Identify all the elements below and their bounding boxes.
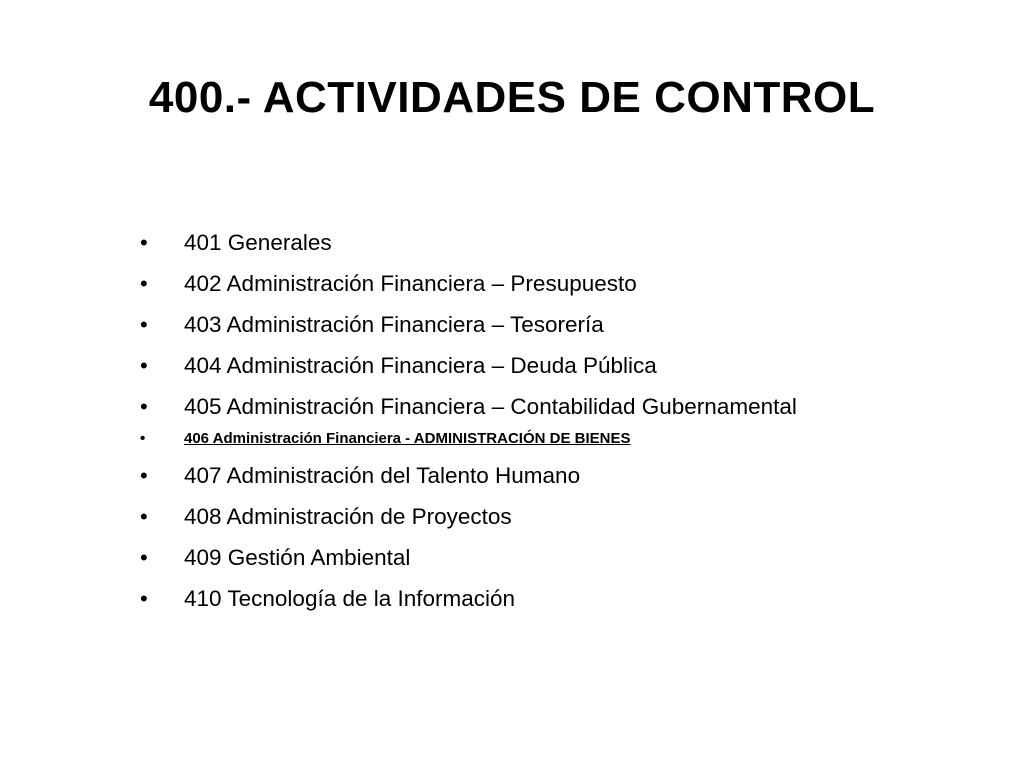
list-item-text: 403 Administración Financiera – Tesorería — [184, 312, 604, 337]
bullet-icon: • — [140, 463, 148, 488]
list-item-text: 408 Administración de Proyectos — [184, 504, 512, 529]
bullet-icon: • — [140, 353, 148, 378]
list-item — [140, 502, 797, 532]
list-item-text: 407 Administración del Talento Humano — [184, 463, 581, 488]
slide-title: 400.- ACTIVIDADES DE CONTROL — [148, 73, 876, 122]
list-item — [140, 584, 797, 614]
bullet-icon: • — [140, 586, 148, 611]
list-item — [140, 461, 797, 491]
list-item-text[interactable]: 406 Administración Financiera - ADMINISTRACIÓN DE BIENES — [184, 430, 631, 447]
list-item-text: 405 Administración Financiera – Contabilidad Gubernamental — [184, 394, 797, 419]
list-item — [140, 228, 797, 258]
list-item — [140, 543, 797, 573]
list-item-text: 401 Generales — [184, 230, 332, 255]
list-item — [140, 392, 797, 422]
list-item — [140, 269, 797, 299]
bullet-icon: • — [140, 394, 148, 419]
bullet-icon: • — [140, 430, 146, 447]
bullet-icon: • — [140, 504, 148, 529]
list-item-text: 409 Gestión Ambiental — [184, 545, 411, 570]
list-item-text: 404 Administración Financiera – Deuda Pública — [184, 353, 657, 378]
list-item — [140, 351, 797, 381]
list-item — [140, 310, 797, 340]
bullet-icon: • — [140, 312, 148, 337]
list-item-text: 410 Tecnología de la Información — [184, 586, 516, 611]
list-item-text: 402 Administración Financiera – Presupuesto — [184, 271, 637, 296]
bullet-icon: • — [140, 230, 148, 255]
bullet-icon: • — [140, 545, 148, 570]
list-item-link[interactable] — [140, 429, 797, 449]
bullet-list — [140, 228, 797, 625]
bullet-icon: • — [140, 271, 148, 296]
